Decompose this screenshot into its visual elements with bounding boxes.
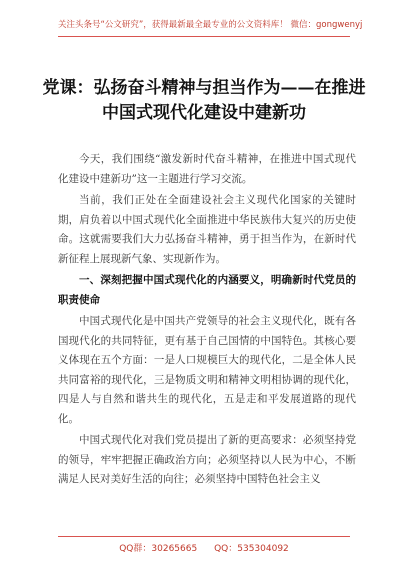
paragraph-intro: 今天，我们围绕“激发新时代奋斗精神，在推进中国式现代化建设中建新功”这一主题进行学习交流。 — [58, 153, 356, 185]
footer-qq: QQ：535304092 — [214, 544, 289, 554]
footer-qq-group: QQ群：30265665 — [119, 544, 198, 554]
document-body — [58, 150, 356, 492]
document-title — [40, 76, 368, 126]
paragraph-core-meaning: 中国式现代化是中国共产党领导的社会主义现代化，既有各国现代化的共同特征，更有基于自己国情的中国特色。其核心要义体现在五个方面：一是人口规模巨大的现代化，二是全体人民共同富裕的现代化，三是物质文明和精神文明相协调的现代化，四是人与自然和谐共生的现代化，五是走和平发展道路的现代化。 — [58, 315, 356, 425]
paragraph-context: 当前，我们正处在全面建设社会主义现代化国家的关键时期，肩负着以中国式现代化全面推进中华民族伟大复兴的历史使命。这就需要我们大力弘扬奋斗精神，勇于担当作为，在新时代新征程上展现新气象、实现新作为。 — [58, 194, 356, 265]
paragraph-requirements: 中国式现代化对我们党员提出了新的更高要求：必须坚持党的领导，牢牢把握正确政治方向；必须坚持以人民为中心，不断满足人民对美好生活的向往；必须坚持中国特色社会主义 — [58, 434, 356, 485]
title-line-1: 党课：弘扬奋斗精神与担当作为——在推进 — [42, 78, 366, 98]
title-line-2: 中国式现代化建设中建新功 — [102, 103, 306, 123]
section-heading-1: 一、深刻把握中国式现代化的内涵要义，明确新时代党员的职责使命 — [58, 274, 356, 306]
page-header: 关注头条号“公文研究”，获得最新最全最专业的公文资料库！ 微信：gongwenyj — [58, 18, 350, 37]
page-footer — [58, 536, 350, 554]
